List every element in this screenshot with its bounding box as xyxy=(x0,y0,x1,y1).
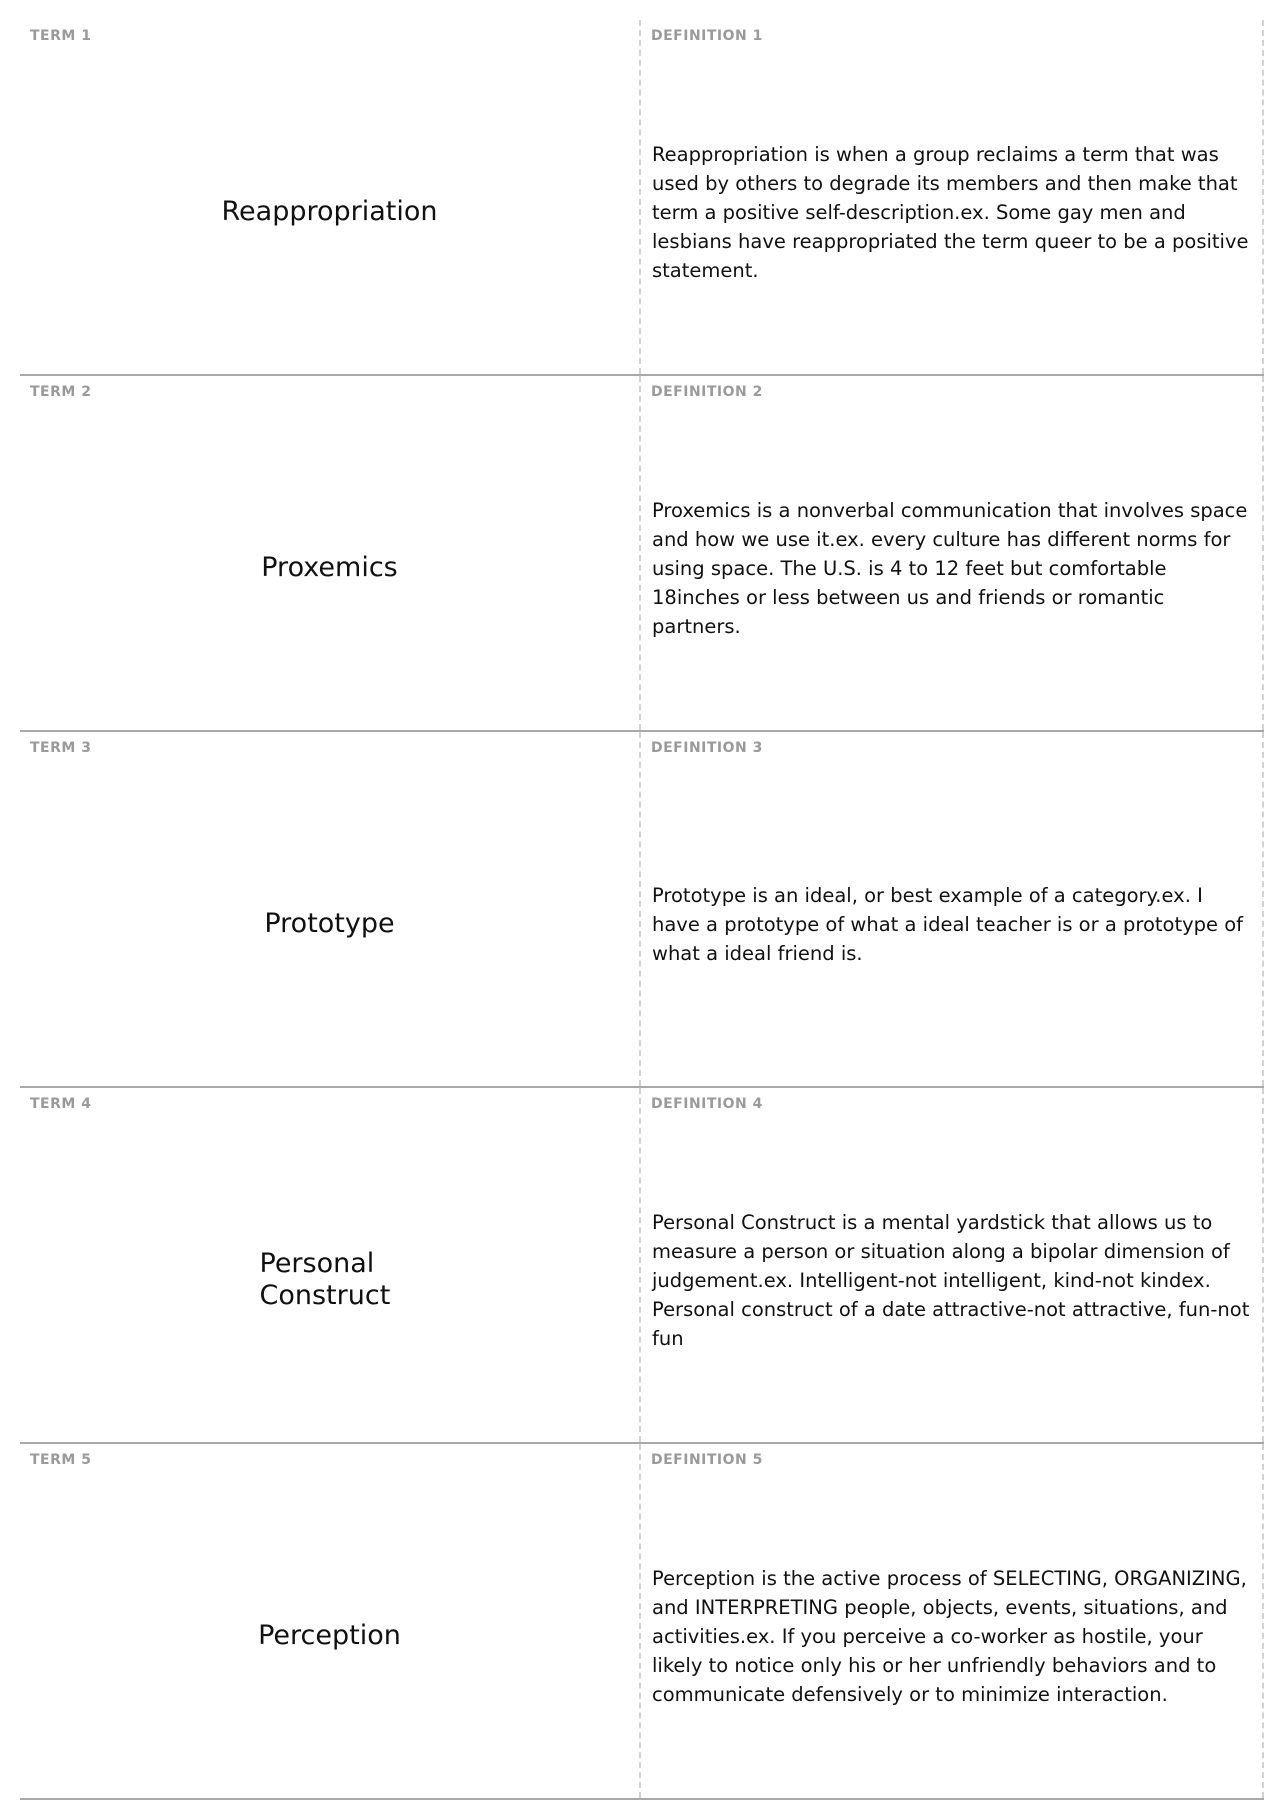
term-label: TERM 4 xyxy=(30,1096,92,1112)
definition-text xyxy=(652,20,1250,374)
term-label: TERM 1 xyxy=(30,28,92,44)
term-label: TERM 5 xyxy=(30,1452,92,1468)
flashcard-row xyxy=(20,732,1264,1088)
definition-cell xyxy=(641,20,1264,374)
term-value: Prototype xyxy=(264,908,395,939)
definition-label: DEFINITION 2 xyxy=(651,384,763,400)
term-cell xyxy=(20,1444,641,1798)
term-value: Proxemics xyxy=(261,552,398,583)
definition-label: DEFINITION 3 xyxy=(651,740,763,756)
flashcard-row xyxy=(20,1444,1264,1800)
term-text xyxy=(20,376,639,730)
definition-value: Perception is the active process of SELECTING, ORGANIZING, and INTERPRETING people, objects, events, situations, and activities.ex. If you perceive a co-worker as hostile, your likely to notice only his or her unfriendly behaviors and to communicate defensively or to minimize interaction. xyxy=(652,1566,1247,1706)
definition-cell xyxy=(641,1088,1264,1442)
definition-label: DEFINITION 5 xyxy=(651,1452,763,1468)
definition-value: Prototype is an ideal, or best example of a category.ex. I have a prototype of what a ideal teacher is or a prototype of what a ideal friend is. xyxy=(652,883,1244,965)
definition-label: DEFINITION 4 xyxy=(651,1096,763,1112)
definition-value: Personal Construct is a mental yardstick that allows us to measure a person or situation along a bipolar dimension of judgement.ex. Intelligent-not intelligent, kind-not kindex. Personal construct of a date attractive-not attractive, fun-not fun xyxy=(652,1210,1250,1350)
definition-label: DEFINITION 1 xyxy=(651,28,763,44)
term-value: Perception xyxy=(258,1620,401,1651)
term-cell xyxy=(20,20,641,374)
definition-cell xyxy=(641,376,1264,730)
term-value: Personal Construct xyxy=(259,1248,391,1311)
term-label: TERM 3 xyxy=(30,740,92,756)
flashcard-row xyxy=(20,1088,1264,1444)
term-text xyxy=(20,732,639,1086)
term-value: Reappropriation xyxy=(221,196,438,227)
term-cell xyxy=(20,732,641,1086)
flashcard-sheet xyxy=(20,20,1264,1800)
definition-text xyxy=(652,376,1250,730)
term-cell xyxy=(20,376,641,730)
flashcard-row xyxy=(20,376,1264,732)
definition-text xyxy=(652,1444,1250,1798)
term-text xyxy=(20,1444,639,1798)
definition-text xyxy=(652,732,1250,1086)
definition-cell xyxy=(641,732,1264,1086)
flashcard-row xyxy=(20,20,1264,376)
definition-text xyxy=(652,1088,1250,1442)
definition-value: Reappropriation is when a group reclaims a term that was used by others to degrade its members and then make that term a positive self-description.ex. Some gay men and lesbians have reappropriated the term queer to be a positive statement. xyxy=(652,142,1249,282)
definition-value: Proxemics is a nonverbal communication that involves space and how we use it.ex. every culture has different norms for using space. The U.S. is 4 to 12 feet but comfortable 18inches or less between us and friends or romantic partners. xyxy=(652,498,1248,638)
term-text xyxy=(20,20,639,374)
term-label: TERM 2 xyxy=(30,384,92,400)
definition-cell xyxy=(641,1444,1264,1798)
term-cell xyxy=(20,1088,641,1442)
term-text xyxy=(20,1088,639,1442)
